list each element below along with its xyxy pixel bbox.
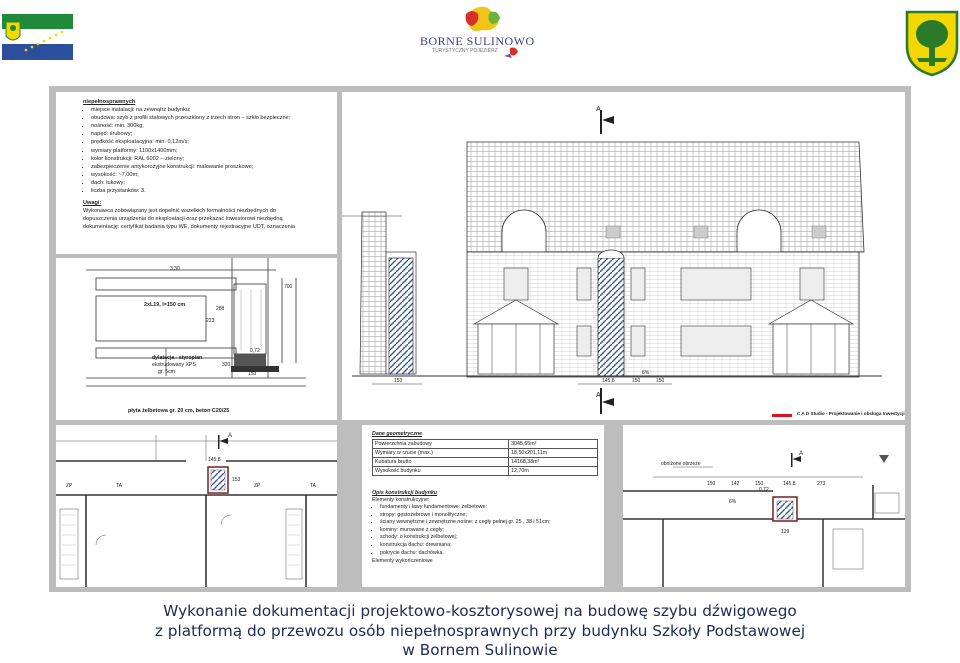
table-row [373, 458, 598, 467]
floor-plan-left-panel [56, 425, 337, 587]
construction-item: • fundamenty i ławy fundamentowe: żelbetowe; [380, 504, 602, 512]
table-cell: Wysokość budynku [373, 467, 509, 476]
floor-plan-right-panel [623, 425, 905, 587]
room-tag: TA [116, 483, 123, 489]
section-marker: A [596, 392, 601, 399]
table-cell: 14168,38m³ [509, 458, 598, 467]
dimension-label: 153 [248, 371, 257, 377]
spec-item: • wymiary platformy: 1100x1400mm; [91, 147, 295, 155]
room-tag: ZP [254, 483, 261, 489]
insulation-label: gr. 5cm [158, 369, 176, 375]
spec-item: • nośność: min. 300kg; [91, 122, 295, 130]
specification-panel [56, 92, 337, 254]
construction-item: • kominy: murowane z cegły; [380, 527, 602, 535]
note-line: dopuszczenia urządzenia do eksploatacji oraz przekazać Inwestorowi niezbędną [83, 216, 283, 223]
table-cell: 3045,65m² [509, 440, 598, 449]
dimension-label: 150 [755, 481, 764, 487]
construction-item: • stropy: gęstożebrowe i monolityczne; [380, 512, 602, 520]
table-cell: 12,70m [509, 467, 598, 476]
construction-item: • konstrukcja dachu: drewniana; [380, 542, 602, 550]
dimension-label: 273 [817, 481, 826, 487]
lintel-label: 2xL19, l=150 cm [144, 302, 186, 308]
spec-item: • obudowa: szyb z profili stalowych przeszklony z trzech stron – szkło bezpieczne; [91, 114, 295, 122]
construction-subheading: Elementy konstrukcyjne: [372, 497, 430, 503]
caption [0, 602, 960, 661]
caption-line: Wykonanie dokumentacji projektowo-kosztorysowej na budowę szybu dźwigowego [163, 602, 797, 620]
dimension-label: 150 [632, 378, 641, 384]
brand-tagline: TURYSTYCZNY POJEZIERZ [432, 48, 498, 54]
dimension-label: 3,30 [170, 266, 180, 272]
section-marker: A [799, 451, 804, 457]
geometry-data [372, 431, 602, 565]
room-tag: TA [310, 483, 317, 489]
elevation-drawing [342, 92, 905, 420]
spec-heading: niepełnosprawnych [83, 99, 136, 105]
note-line: dokumentację: certyfikat badania typu WE, dokumenty rejestracyjne UDT, oznaczenia [83, 224, 296, 231]
slope-label: 6% [642, 370, 650, 376]
note-heading: Uwagi: [83, 200, 102, 207]
spec-item: • napęd: śrubowy; [91, 130, 295, 138]
dimension-label: 288 [216, 306, 225, 312]
caption-line: w Bornem Sulinowie [402, 641, 558, 659]
dimension-label: 145,8 [208, 457, 221, 463]
table-cell: 18,50x201,11m [509, 449, 598, 458]
table-row [373, 467, 598, 476]
insulation-label: ekstrudowany XPS [152, 362, 196, 368]
geometry-table [372, 439, 598, 476]
table-cell: Powierzchnia zabudowy [373, 440, 509, 449]
construction-trailing: Elementy wykończeniowe [372, 558, 433, 565]
insulation-label: dylatacja - styropian [152, 355, 203, 361]
spec-item: • wysokość: ~7,00m; [91, 171, 295, 179]
spec-item: • kolor konstrukcji: RAL 6002 – zielony; [91, 155, 295, 163]
technical-drawing-sheet [49, 86, 911, 592]
floor-plan-left [56, 425, 337, 587]
municipal-flag-icon [2, 14, 73, 60]
brand-wordmark: BORNE SULINOWO [420, 34, 535, 48]
dimension-label: 0,72 [759, 487, 769, 493]
dimension-label: 142 [731, 481, 740, 487]
dimension-label: 153 [232, 477, 241, 483]
spec-item: • zabezpieczenie antykorozyjne konstrukcji: malowanie proszkowe; [91, 163, 295, 171]
construction-item: • pokrycie dachu: dachówka. [380, 550, 602, 558]
dimension-label: 320 [222, 362, 231, 368]
spec-item: • miejsce instalacji: na zewnątrz budynku; [91, 106, 295, 114]
geometry-heading: Dane geometryczne [372, 431, 423, 437]
dimension-label: 129 [781, 529, 790, 535]
specification-text [83, 98, 295, 232]
section-drawing [56, 258, 337, 420]
geometry-data-panel [362, 425, 604, 587]
dimension-label: 153 [394, 378, 403, 384]
slope-label: 6% [729, 499, 737, 505]
slab-label: płyta żelbetowa gr. 20 cm, beton C20/25 [128, 408, 230, 414]
dimension-label: 0,72 [250, 348, 260, 354]
table-cell: Wymiary w rzucie (max.) [373, 449, 509, 458]
spec-item: • liczba przystanków: 3. [91, 187, 295, 195]
coat-of-arms-icon [905, 10, 959, 77]
dimension-label: 223 [206, 318, 215, 324]
section-drawing-panel [56, 258, 337, 420]
dimension-label: 145,8 [602, 378, 615, 384]
dimension-label: 145,8 [783, 481, 796, 487]
construction-item: • ściany wewnętrzne i zewnętrzne nośne: z cegły pełnej gr. 25 , 38 i 51cm; [380, 519, 602, 527]
section-marker: A [596, 106, 601, 113]
brand-logo-icon [418, 4, 540, 66]
table-cell: Kubatura brutto [373, 458, 509, 467]
note-line: Wykonawca zobowiązany jest dopełnić wszelkich formalności niezbędnych do [83, 208, 277, 215]
dimension-label: 150 [707, 481, 716, 487]
dimension-label: 150 [656, 378, 665, 384]
annotation-label: obniżone obrzeże [661, 461, 701, 467]
table-row [373, 449, 598, 458]
room-tag: ZP [66, 483, 73, 489]
floor-plan-right [623, 425, 905, 587]
firm-label: C A D Studio - Projektowanie i obsługa Inwestycji [797, 411, 905, 416]
spec-item: • dach: łukowy; [91, 179, 295, 187]
dimension-label: 700 [284, 284, 293, 290]
caption-line: z platformą do przewozu osób niepełnosprawnych przy budynku Szkoły Podstawowej [154, 621, 806, 640]
section-marker: A [228, 433, 233, 439]
elevation-drawing-panel [342, 92, 905, 420]
construction-item: • schody: o konstrukcji żelbetowej; [380, 534, 602, 542]
table-row [373, 440, 598, 449]
construction-heading: Opis konstrukcji budynku [372, 490, 438, 496]
spec-item: • prędkość eksploatacyjna: min. 0,12m/s; [91, 138, 295, 146]
